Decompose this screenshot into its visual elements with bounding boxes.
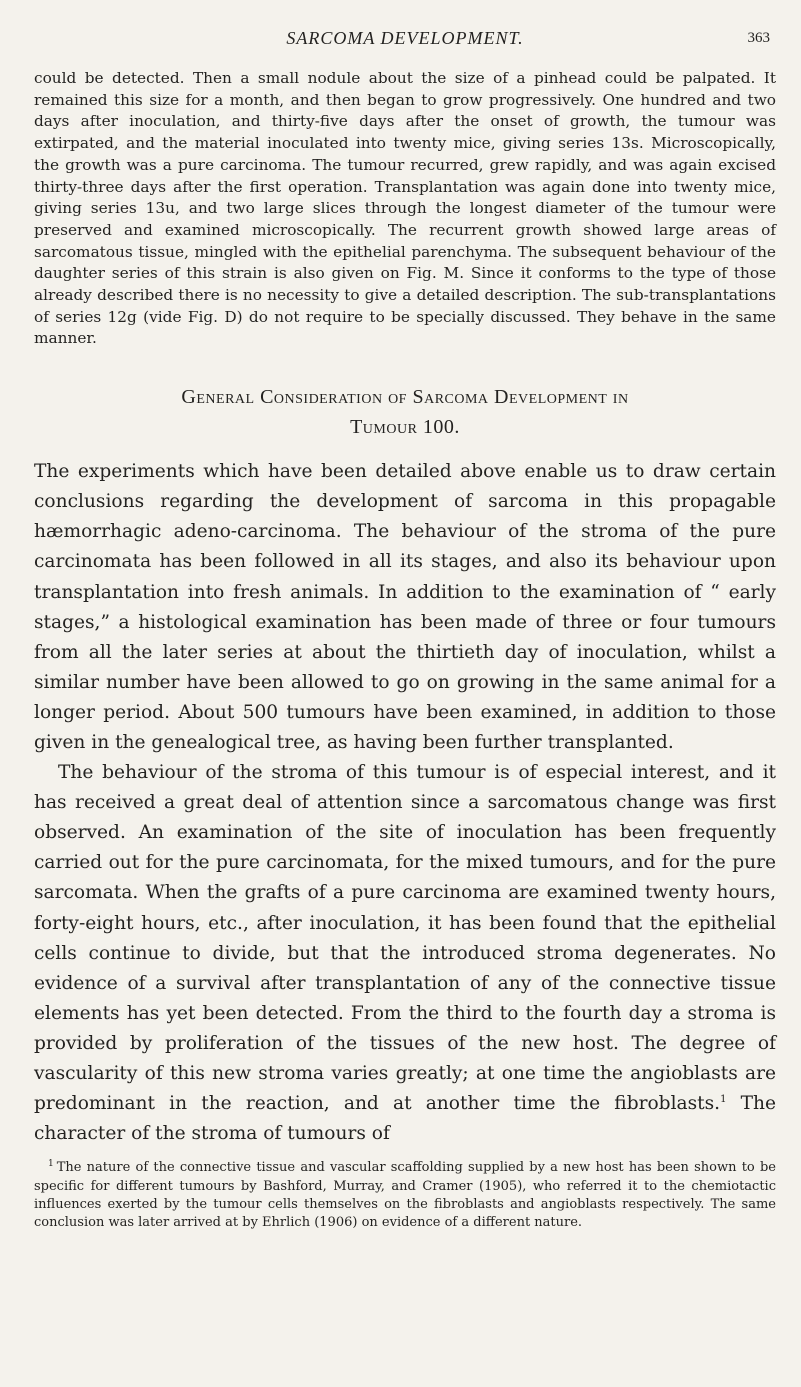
section-heading-line1: General Consideration of Sarcoma Development in [181,386,629,409]
page-number: 363 [747,30,770,46]
body-paragraph-2-end: The character of the stroma of tumours of [34,1093,776,1145]
running-head [34,28,776,68]
section-body [34,457,776,1149]
continued-paragraph: could be detected. Then a small nodule about the size of a pinhead could be palpated. It remained this size for a month, and then began to grow progressively. One hundred and two days after inoculation, and thirty-five days after the onset of growth, the tumour was extirpated, and the material inoculated into twenty mice, giving series 13s. Microscopically, the growth was a pure carcinoma. The tumour recurred, grew rapidly, and was again excised thirty-three days after the first operation. Transplantation was again done into twenty mice, giving series 13u, and two large slices through the longest diameter of the tumour were preserved and examined microscopically. The recurrent growth showed large areas of sarcomatous tissue, mingled with the epithelial parenchyma. The subsequent behaviour of the daughter series of this strain is also given on Fig. M. Since it conforms to the type of those already described there is no necessity to give a detailed description. The sub-transplantations of series 12g (vide Fig. D) do not require to be specially discussed. They behave in the same manner. [34,69,776,348]
body-paragraph-2 [34,758,776,1149]
footnote-mark: 1 [48,1158,54,1169]
footnote [34,1159,776,1232]
footnote-reference[interactable]: 1 [720,1093,727,1105]
continued-section [34,68,776,350]
section-heading-line2: Tumour 100. [350,416,460,439]
footnote-text: The nature of the connective tissue and vascular scaffolding supplied by a new host has been shown to be specific for different tumours by Bashford, Murray, and Cramer (1905), who referred it to the chemiotactic influences exerted by the tumour cells themselves on the fibroblasts and angioblasts respectively. The same conclusion was later arrived at by Ehrlich (1906) on evidence of a different nature. [34,1160,776,1230]
running-title: SARCOMA DEVELOPMENT. [286,28,524,48]
body-paragraph-1: The experiments which have been detailed above enable us to draw certain conclusions regarding the development of sarcoma in this propagable hæmorrhagic adeno-carcinoma. The behaviour of the stroma of the pure carcinomata has been followed in all its stages, and also its behaviour upon transplantation into fresh animals. In addition to the examination of “ early stages,” a histological examination has been made of three or four tumours from all the later series at about the thirtieth day of inoculation, whilst a similar number have been allowed to go on growing in the same animal for a longer period. About 500 tumours have been examined, in addition to those given in the genealogical tree, as having been further transplanted. [34,461,776,753]
section-heading [34,382,776,442]
body-paragraph-2-text: The behaviour of the stroma of this tumour is of especial interest, and it has received a great deal of attention since a sarcomatous change was first observed. An examination of the site of inoculation has been frequently carried out for the pure carcinomata, for the mixed tumours, and for the pure sarcomata. When the grafts of a pure carcinoma are examined twenty hours, forty-eight hours, etc., after inoculation, it has been found that the epithelial cells continue to divide, but that the introduced stroma degenerates. No evidence of a survival after transplantation of any of the connective tissue elements has yet been detected. From the third to the fourth day a stroma is provided by proliferation of the tissues of the new host. The degree of vascularity of this new stroma varies greatly; at one time the angioblasts are predominant in the reaction, and at another time the fibroblasts. [34,762,776,1115]
book-page [34,0,776,1387]
